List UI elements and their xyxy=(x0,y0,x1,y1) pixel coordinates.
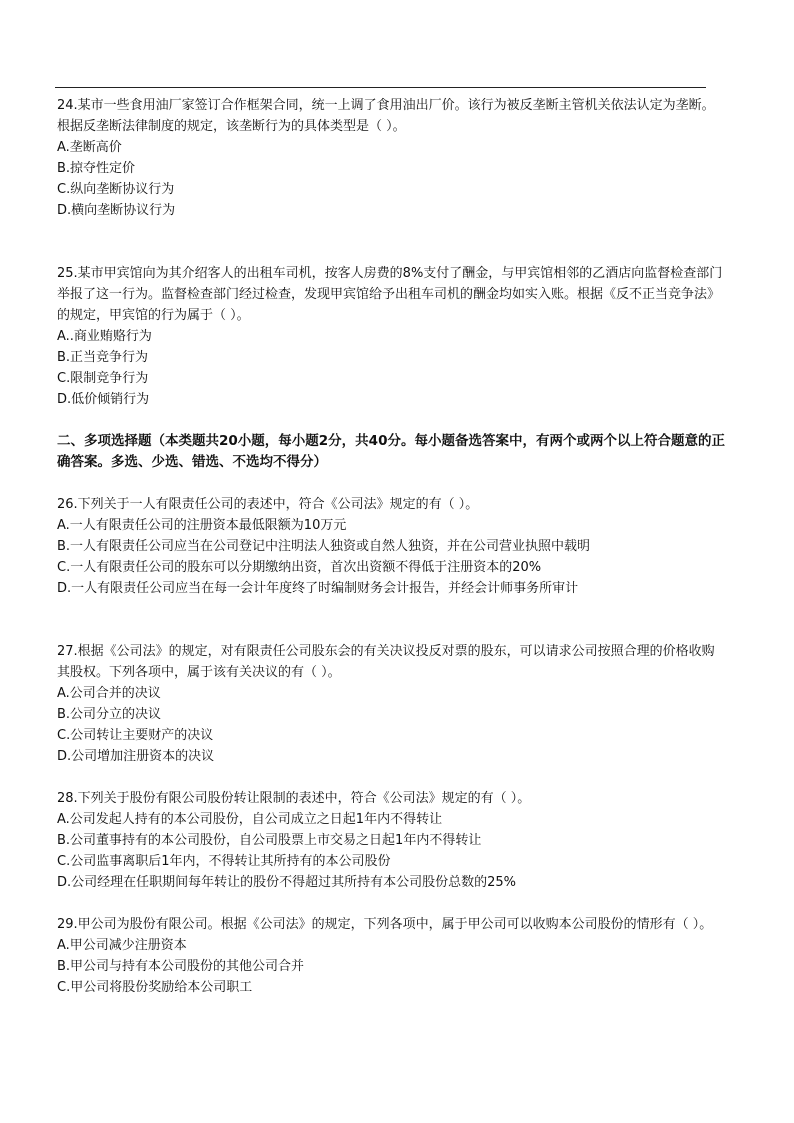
option-d: D.低价倾销行为 xyxy=(57,392,150,407)
option-a: A.公司合并的决议 xyxy=(57,686,161,701)
option-a: A.甲公司减少注册资本 xyxy=(57,938,187,953)
option-d: D.公司经理在任职期间每年转让的股份不得超过其所持有本公司股份总数的25% xyxy=(57,875,517,890)
question-stem: 24.某市一些食用油厂家签订合作框架合同，统一上调了食用油出厂价。该行为被反垄断主管机关依法认定为垄断。根据反垄断法律制度的规定，该垄断行为的具体类型是（ ）。 xyxy=(57,98,715,134)
question-27 xyxy=(57,641,727,767)
option-d: D.一人有限责任公司应当在每一会计年度终了时编制财务会计报告，并经会计师事务所审计 xyxy=(57,581,579,596)
option-b: B.正当竞争行为 xyxy=(57,350,149,365)
option-a: A..商业贿赂行为 xyxy=(57,329,152,344)
question-stem: 26.下列关于一人有限责任公司的表述中，符合《公司法》规定的有（ ）。 xyxy=(57,497,479,512)
question-stem: 27.根据《公司法》的规定，对有限责任公司股东会的有关决议投反对票的股东，可以请求公司按照合理的价格收购其股权。下列各项中，属于该有关决议的有（ ）。 xyxy=(57,644,715,680)
option-d: D.公司增加注册资本的决议 xyxy=(57,749,215,764)
header-rule xyxy=(55,87,706,88)
option-c: C.纵向垄断协议行为 xyxy=(57,182,175,197)
option-b: B.掠夺性定价 xyxy=(57,161,136,176)
option-d: D.横向垄断协议行为 xyxy=(57,203,176,218)
question-25 xyxy=(57,263,727,410)
option-b: B.一人有限责任公司应当在公司登记中注明法人独资或自然人独资，并在公司营业执照中载明 xyxy=(57,539,591,554)
option-c: C.限制竞争行为 xyxy=(57,371,149,386)
option-b: B.甲公司与持有本公司股份的其他公司合并 xyxy=(57,959,305,974)
section-title: 二、多项选择题（本类题共20小题，每小题2分，共40分。每小题备选答案中，有两个或两个以上符合题意的正确答案。多选、少选、错选、不选均不得分） xyxy=(57,433,725,470)
option-a: A.公司发起人持有的本公司股份，自公司成立之日起1年内不得转让 xyxy=(57,812,443,827)
option-a: A.垄断高价 xyxy=(57,140,122,155)
option-a: A.一人有限责任公司的注册资本最低限额为10万元 xyxy=(57,518,347,533)
page-content xyxy=(57,95,727,998)
question-stem: 28.下列关于股份有限公司股份转让限制的表述中，符合《公司法》规定的有（ ）。 xyxy=(57,791,531,806)
question-stem: 25.某市甲宾馆向为其介绍客人的出租车司机，按客人房费的8%支付了酬金，与甲宾馆相邻的乙酒店向监督检查部门举报了这一行为。监督检查部门经过检查，发现甲宾馆给予出租车司机的酬金均如实入账。根据《反不正当竞争法》的规定，甲宾馆的行为属于（ ）。 xyxy=(57,266,723,323)
question-29 xyxy=(57,914,727,998)
question-26 xyxy=(57,494,727,599)
option-c: C.甲公司将股份奖励给本公司职工 xyxy=(57,980,253,995)
option-b: B.公司分立的决议 xyxy=(57,707,162,722)
option-c: C.公司转让主要财产的决议 xyxy=(57,728,214,743)
option-c: C.一人有限责任公司的股东可以分期缴纳出资，首次出资额不得低于注册资本的20% xyxy=(57,560,542,575)
option-c: C.公司监事离职后1年内，不得转让其所持有的本公司股份 xyxy=(57,854,391,869)
question-stem: 29.甲公司为股份有限公司。根据《公司法》的规定，下列各项中，属于甲公司可以收购本公司股份的情形有（ ）。 xyxy=(57,917,713,932)
option-b: B.公司董事持有的本公司股份，自公司股票上市交易之日起1年内不得转让 xyxy=(57,833,482,848)
question-28 xyxy=(57,788,727,893)
question-24 xyxy=(57,95,727,221)
